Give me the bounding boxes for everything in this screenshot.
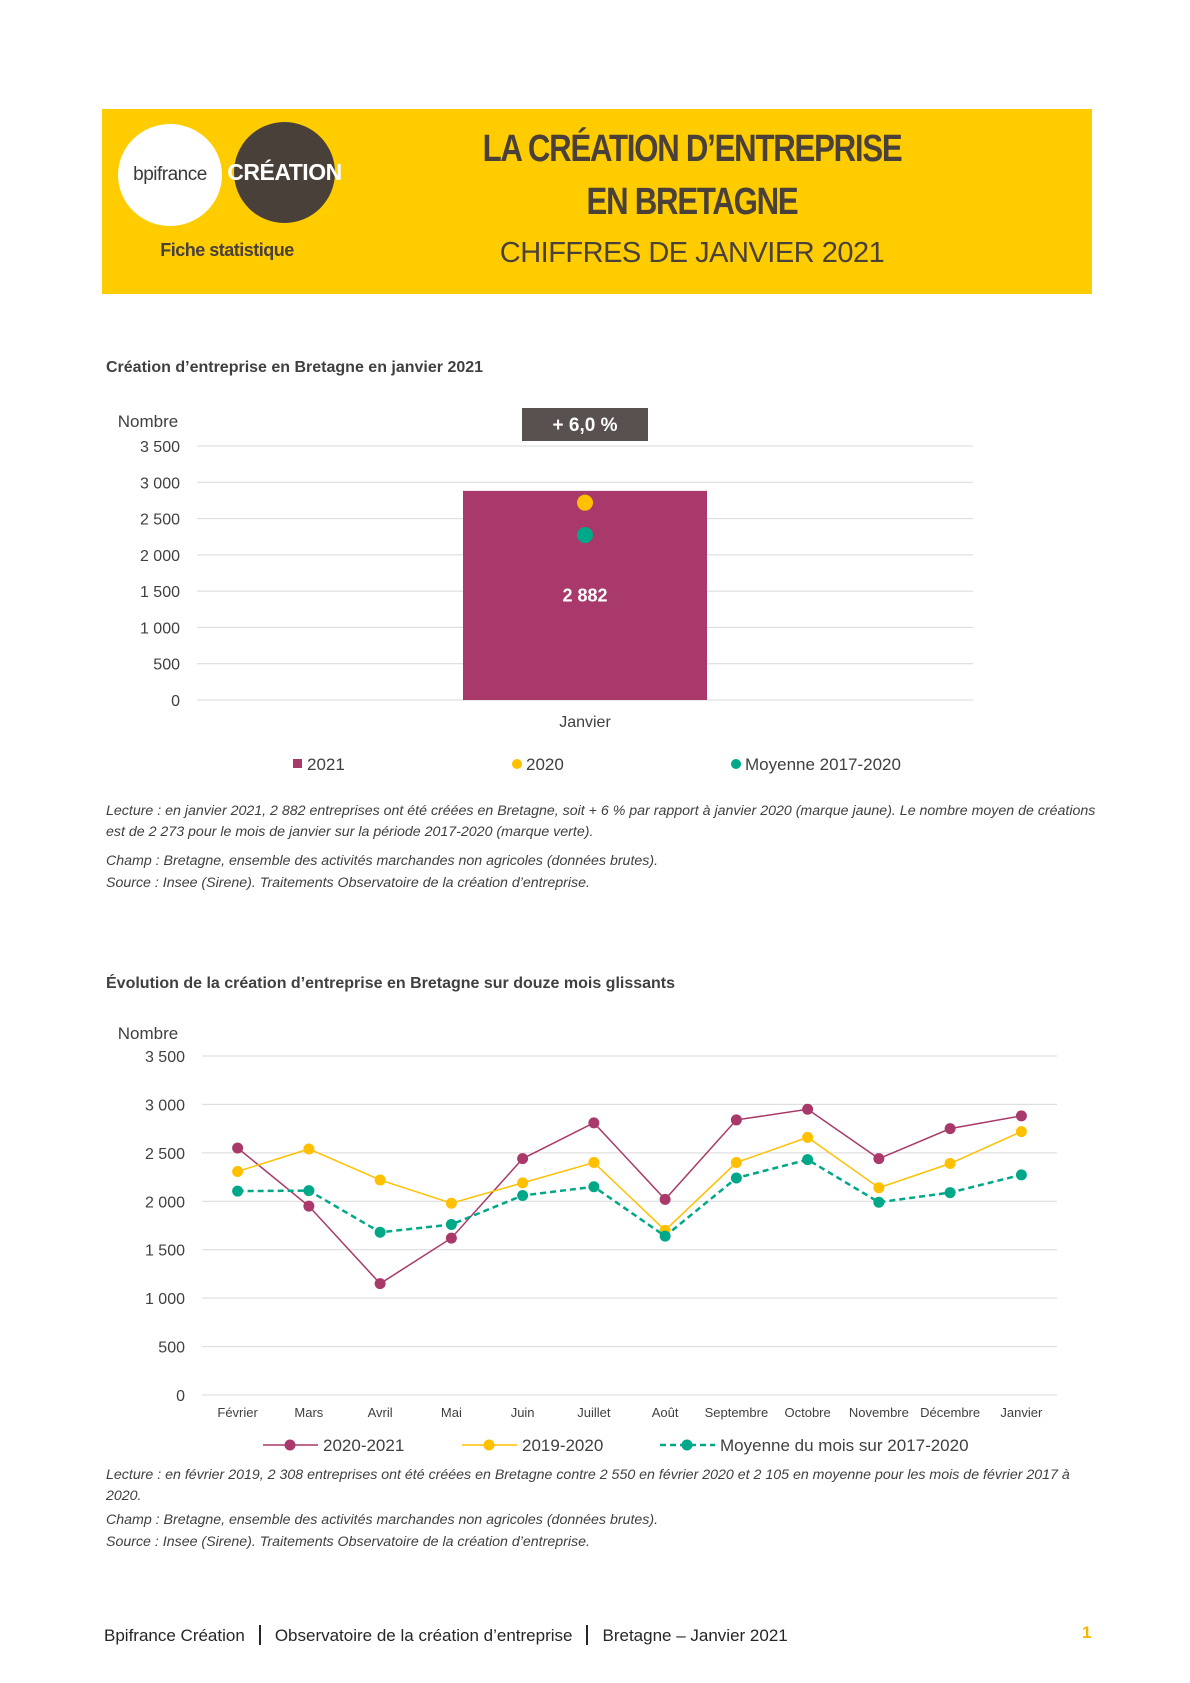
creation-logo: CRÉATION [234, 122, 335, 223]
x-tick-label: Janvier [559, 714, 611, 731]
series-point-2019-2020 [1016, 1126, 1027, 1137]
footer-region-date: Bretagne – Janvier 2021 [602, 1626, 788, 1645]
y-tick-label: 0 [176, 1388, 185, 1405]
chart1-champ: Champ : Bretagne, ensemble des activités marchandes non agricoles (données brutes). [106, 853, 659, 869]
bar-chart-janvier [0, 400, 1190, 780]
y-tick-label: 3 500 [139, 439, 180, 456]
y-tick-label: 1 000 [144, 1291, 185, 1309]
x-tick-label: Avril [367, 1405, 393, 1420]
legend-swatch [293, 759, 302, 768]
footer-separator [586, 1625, 588, 1645]
series-point-2019-2020 [731, 1157, 742, 1168]
series-point-2020-2021 [588, 1117, 599, 1128]
legend-label: Moyenne 2017-2020 [745, 755, 901, 774]
series-point-2020-2021 [802, 1104, 813, 1115]
chart2-lecture: Lecture : en février 2019, 2 308 entreprises ont été créées en Bretagne contre 2 550 en février 2020 et 2 105 en moyenne pour les mois de février 2017 à 2020. [106, 1467, 1070, 1504]
line-chart-douze-mois [0, 1010, 1190, 1455]
series-point-moyenne-du-mois-sur-2017-2020 [873, 1197, 884, 1208]
legend-label: 2021 [307, 755, 345, 774]
series-point-2020-2021 [517, 1153, 528, 1164]
x-tick-label: Février [217, 1405, 258, 1420]
chart1-lecture: Lecture : en janvier 2021, 2 882 entreprises ont été créées en Bretagne, soit + 6 % par rapport à janvier 2020 (marque jaune). Le nombre moyen de créations est de 2 273 pour le mois de janvier sur la période 2017-2020 (marque verte). [106, 803, 1096, 840]
series-point-2020-2021 [232, 1143, 243, 1154]
marker-moyenne-2017-2020 [577, 527, 593, 543]
legend-label: 2020 [526, 755, 564, 774]
x-tick-label: Juin [510, 1405, 535, 1420]
series-point-2019-2020 [232, 1166, 243, 1177]
y-tick-label: 2 000 [144, 1194, 185, 1212]
series-point-2019-2020 [802, 1132, 813, 1143]
series-line-2019-2020 [238, 1132, 1022, 1231]
x-tick-label: Août [651, 1405, 679, 1420]
series-point-moyenne-du-mois-sur-2017-2020 [517, 1190, 528, 1201]
series-point-2020-2021 [303, 1201, 314, 1212]
series-point-2020-2021 [1016, 1110, 1027, 1121]
series-point-moyenne-du-mois-sur-2017-2020 [375, 1227, 386, 1238]
y-tick-label: 500 [153, 656, 180, 674]
series-point-2019-2020 [375, 1174, 386, 1185]
y-tick-label: 2 000 [139, 547, 180, 565]
y-tick-label: 0 [171, 693, 180, 710]
marker-2020 [577, 495, 593, 511]
series-point-2020-2021 [731, 1114, 742, 1125]
x-tick-label: Novembre [848, 1405, 909, 1420]
y-tick-label: 1 000 [139, 620, 180, 638]
legend-label: 2020-2021 [323, 1436, 405, 1455]
series-point-moyenne-du-mois-sur-2017-2020 [303, 1185, 314, 1196]
chart1-title: Création d’entreprise en Bretagne en janvier 2021 [106, 359, 484, 376]
legend-marker [484, 1440, 495, 1451]
series-point-moyenne-du-mois-sur-2017-2020 [731, 1173, 742, 1184]
series-point-2020-2021 [873, 1153, 884, 1164]
series-point-2019-2020 [303, 1143, 314, 1154]
series-point-moyenne-du-mois-sur-2017-2020 [232, 1186, 243, 1197]
footer-separator [259, 1625, 261, 1645]
y-tick-label: 3 500 [144, 1049, 185, 1066]
series-point-2019-2020 [588, 1157, 599, 1168]
series-point-moyenne-du-mois-sur-2017-2020 [660, 1231, 671, 1242]
legend-label: Moyenne du mois sur 2017-2020 [720, 1436, 969, 1455]
series-point-2020-2021 [446, 1233, 457, 1244]
header-banner [102, 109, 1092, 294]
y-tick-label: 1 500 [139, 584, 180, 602]
x-tick-label: Mai [440, 1405, 462, 1420]
y-tick-label: 500 [158, 1339, 185, 1357]
x-tick-label: Janvier [1000, 1405, 1043, 1420]
chart2-title: Évolution de la création d’entreprise en Bretagne sur douze mois glissants [106, 975, 676, 992]
growth-badge-label: + 6,0 % [552, 415, 618, 436]
legend-marker [285, 1440, 296, 1451]
series-point-moyenne-du-mois-sur-2017-2020 [446, 1219, 457, 1230]
chart2-champ: Champ : Bretagne, ensemble des activités marchandes non agricoles (données brutes). [106, 1512, 659, 1528]
fiche-label: Fiche statistique [160, 240, 294, 260]
chart2-source: Source : Insee (Sirene). Traitements Observatoire de la création d’entreprise. [106, 1534, 590, 1550]
series-point-moyenne-du-mois-sur-2017-2020 [802, 1154, 813, 1165]
footer-observatoire: Observatoire de la création d’entreprise [274, 1626, 573, 1645]
x-tick-label: Juillet [577, 1405, 611, 1420]
y-tick-label: 2 500 [139, 511, 180, 529]
series-point-2019-2020 [446, 1198, 457, 1209]
page-title-line2: EN BRETAGNE [586, 181, 798, 223]
x-tick-label: Octobre [784, 1405, 831, 1420]
y-tick-label: 3 000 [144, 1097, 185, 1115]
series-point-moyenne-du-mois-sur-2017-2020 [1016, 1169, 1027, 1180]
series-point-2019-2020 [517, 1177, 528, 1188]
y-axis-label: Nombre [117, 412, 179, 431]
series-line-moyenne-du-mois-sur-2017-2020 [238, 1160, 1022, 1237]
legend-swatch [512, 759, 522, 769]
legend-marker [682, 1440, 693, 1451]
series-point-2019-2020 [945, 1158, 956, 1169]
page-title-line1: LA CRÉATION D’ENTREPRISE [482, 128, 902, 170]
series-point-2020-2021 [660, 1194, 671, 1205]
legend-swatch [731, 759, 741, 769]
series-point-2019-2020 [873, 1182, 884, 1193]
legend-label: 2019-2020 [522, 1436, 604, 1455]
x-tick-label: Septembre [704, 1405, 769, 1420]
y-tick-label: 3 000 [139, 475, 180, 493]
series-point-2020-2021 [945, 1123, 956, 1134]
chart1-source: Source : Insee (Sirene). Traitements Observatoire de la création d’entreprise. [106, 875, 590, 891]
page-subtitle: CHIFFRES DE JANVIER 2021 [499, 237, 885, 269]
series-point-moyenne-du-mois-sur-2017-2020 [588, 1181, 599, 1192]
series-point-2020-2021 [375, 1278, 386, 1289]
footer-brand: Bpifrance Création [104, 1626, 245, 1645]
series-point-moyenne-du-mois-sur-2017-2020 [945, 1187, 956, 1198]
bar-value-label: 2 882 [562, 585, 608, 606]
y-tick-label: 2 500 [144, 1145, 185, 1163]
bpifrance-logo: bpifrance [118, 124, 222, 226]
page-number: 1 [1082, 1623, 1092, 1642]
footer [104, 1625, 788, 1646]
x-tick-label: Mars [294, 1405, 324, 1420]
y-tick-label: 1 500 [144, 1242, 185, 1260]
x-tick-label: Décembre [920, 1405, 981, 1420]
y-axis-label: Nombre [117, 1024, 179, 1043]
